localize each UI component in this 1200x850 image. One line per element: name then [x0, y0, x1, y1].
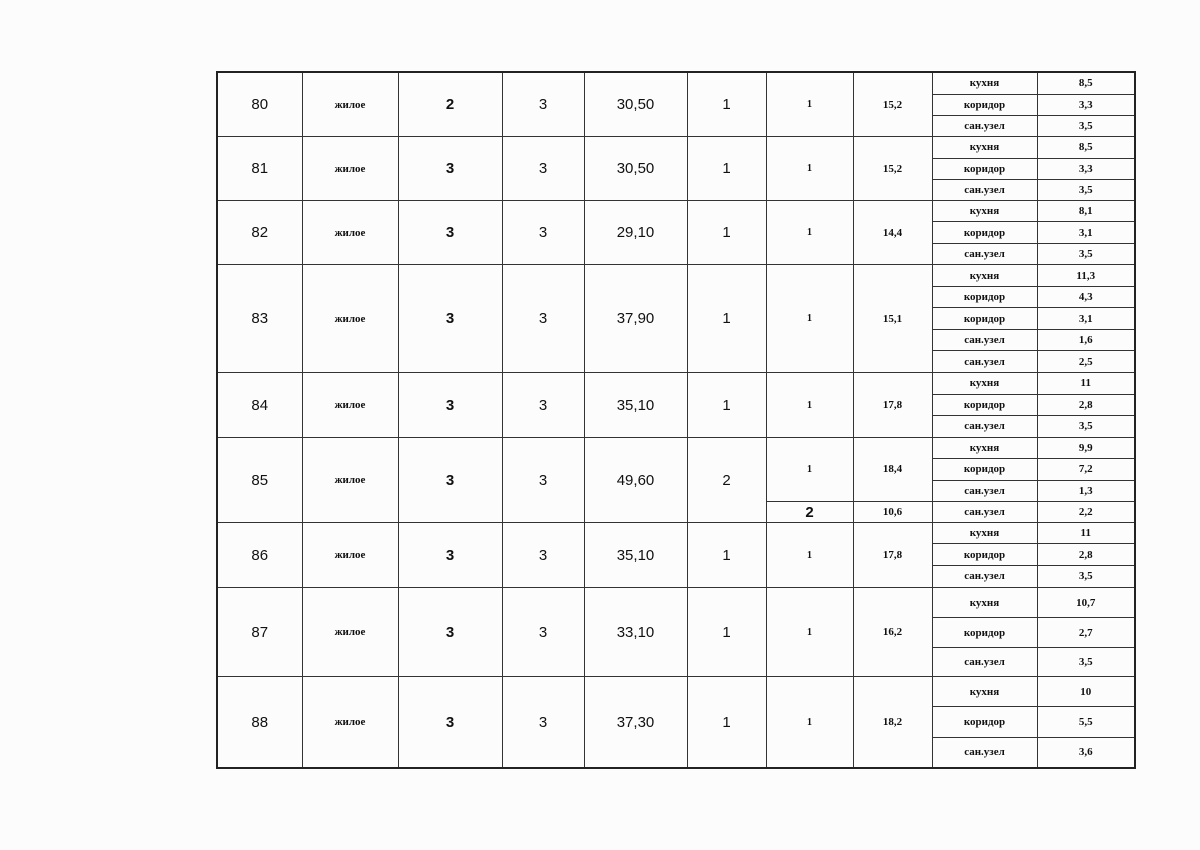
auxiliary-room-area: 5,5	[1037, 707, 1135, 737]
table-row	[217, 137, 1135, 158]
auxiliary-room-area: 3,1	[1037, 308, 1135, 329]
auxiliary-room-name: сан.узел	[932, 329, 1037, 350]
apartment-number: 83	[217, 264, 302, 372]
auxiliary-room-area: 4,3	[1037, 287, 1135, 308]
total-area: 35,10	[584, 373, 687, 438]
auxiliary-room-area: 1,6	[1037, 329, 1135, 350]
room-count: 1	[687, 373, 766, 438]
auxiliary-room-area: 2,5	[1037, 350, 1135, 372]
auxiliary-room-area: 3,5	[1037, 179, 1135, 200]
room-number: 2	[766, 501, 853, 522]
auxiliary-room-name: коридор	[932, 394, 1037, 415]
auxiliary-room-area: 8,1	[1037, 201, 1135, 222]
total-area: 37,90	[584, 264, 687, 372]
auxiliary-room-name: сан.узел	[932, 116, 1037, 137]
living-area: 18,4	[853, 438, 932, 502]
room-count: 1	[687, 264, 766, 372]
column-four-value: 3	[502, 373, 584, 438]
room-number: 1	[766, 438, 853, 502]
apartment-number: 87	[217, 587, 302, 676]
column-four-value: 3	[502, 438, 584, 523]
auxiliary-room-name: сан.узел	[932, 480, 1037, 501]
column-four-value: 3	[502, 264, 584, 372]
auxiliary-room-name: кухня	[932, 438, 1037, 459]
floor-number: 3	[398, 438, 502, 523]
auxiliary-room-area: 1,3	[1037, 480, 1135, 501]
table-row	[217, 201, 1135, 222]
auxiliary-room-name: кухня	[932, 72, 1037, 94]
column-four-value: 3	[502, 137, 584, 201]
auxiliary-room-area: 3,3	[1037, 94, 1135, 115]
column-four-value: 3	[502, 523, 584, 588]
auxiliary-room-area: 11	[1037, 523, 1135, 544]
auxiliary-room-area: 8,5	[1037, 72, 1135, 94]
table-row	[217, 523, 1135, 544]
apartment-type: жилое	[302, 137, 398, 201]
column-four-value: 3	[502, 72, 584, 137]
auxiliary-room-name: сан.узел	[932, 501, 1037, 522]
room-count: 1	[687, 523, 766, 588]
auxiliary-room-name: коридор	[932, 158, 1037, 179]
auxiliary-room-name: коридор	[932, 544, 1037, 565]
apartment-type: жилое	[302, 264, 398, 372]
table-row	[217, 72, 1135, 94]
room-count: 1	[687, 587, 766, 676]
column-four-value: 3	[502, 677, 584, 768]
auxiliary-room-area: 3,6	[1037, 737, 1135, 768]
auxiliary-room-area: 2,8	[1037, 394, 1135, 415]
room-number: 1	[766, 264, 853, 372]
room-number: 1	[766, 137, 853, 201]
auxiliary-room-area: 3,5	[1037, 415, 1135, 437]
table-row	[217, 373, 1135, 394]
living-area: 17,8	[853, 523, 932, 588]
auxiliary-room-area: 3,3	[1037, 158, 1135, 179]
auxiliary-room-area: 2,7	[1037, 618, 1135, 647]
total-area: 29,10	[584, 201, 687, 265]
table-row	[217, 438, 1135, 459]
auxiliary-room-name: сан.узел	[932, 415, 1037, 437]
room-number: 1	[766, 201, 853, 265]
apartment-type: жилое	[302, 587, 398, 676]
total-area: 30,50	[584, 137, 687, 201]
floor-number: 3	[398, 677, 502, 768]
auxiliary-room-area: 2,2	[1037, 501, 1135, 522]
apartment-table-body	[217, 72, 1135, 768]
apartment-type: жилое	[302, 438, 398, 523]
auxiliary-room-name: сан.узел	[932, 647, 1037, 676]
total-area: 30,50	[584, 72, 687, 137]
auxiliary-room-name: кухня	[932, 587, 1037, 617]
apartment-number: 81	[217, 137, 302, 201]
total-area: 33,10	[584, 587, 687, 676]
room-number: 1	[766, 373, 853, 438]
room-count: 1	[687, 137, 766, 201]
auxiliary-room-area: 10,7	[1037, 587, 1135, 617]
floor-number: 3	[398, 523, 502, 588]
auxiliary-room-area: 3,5	[1037, 116, 1135, 137]
table-row	[217, 587, 1135, 617]
auxiliary-room-area: 11	[1037, 373, 1135, 394]
floor-number: 3	[398, 373, 502, 438]
floor-number: 3	[398, 137, 502, 201]
living-area: 17,8	[853, 373, 932, 438]
table-row	[217, 677, 1135, 707]
auxiliary-room-area: 3,5	[1037, 243, 1135, 264]
apartment-type: жилое	[302, 677, 398, 768]
room-count: 2	[687, 438, 766, 523]
room-count: 1	[687, 677, 766, 768]
auxiliary-room-name: коридор	[932, 707, 1037, 737]
living-area: 10,6	[853, 501, 932, 522]
total-area: 35,10	[584, 523, 687, 588]
auxiliary-room-name: сан.узел	[932, 350, 1037, 372]
auxiliary-room-area: 2,8	[1037, 544, 1135, 565]
auxiliary-room-name: коридор	[932, 459, 1037, 480]
auxiliary-room-area: 3,5	[1037, 647, 1135, 676]
room-number: 1	[766, 587, 853, 676]
auxiliary-room-name: кухня	[932, 201, 1037, 222]
auxiliary-room-name: коридор	[932, 94, 1037, 115]
total-area: 37,30	[584, 677, 687, 768]
auxiliary-room-name: кухня	[932, 137, 1037, 158]
living-area: 18,2	[853, 677, 932, 768]
auxiliary-room-name: сан.узел	[932, 243, 1037, 264]
room-number: 1	[766, 677, 853, 768]
apartment-number: 84	[217, 373, 302, 438]
room-number: 1	[766, 72, 853, 137]
auxiliary-room-name: коридор	[932, 287, 1037, 308]
auxiliary-room-name: сан.узел	[932, 737, 1037, 768]
apartment-type: жилое	[302, 201, 398, 265]
auxiliary-room-name: кухня	[932, 373, 1037, 394]
floor-number: 3	[398, 587, 502, 676]
auxiliary-room-area: 3,1	[1037, 222, 1135, 243]
living-area: 15,2	[853, 72, 932, 137]
living-area: 16,2	[853, 587, 932, 676]
living-area: 15,1	[853, 264, 932, 372]
room-count: 1	[687, 72, 766, 137]
auxiliary-room-name: кухня	[932, 677, 1037, 707]
auxiliary-room-area: 10	[1037, 677, 1135, 707]
auxiliary-room-name: коридор	[932, 618, 1037, 647]
apartment-type: жилое	[302, 523, 398, 588]
auxiliary-room-area: 11,3	[1037, 264, 1135, 286]
auxiliary-room-name: кухня	[932, 264, 1037, 286]
table-row	[217, 264, 1135, 286]
auxiliary-room-area: 3,5	[1037, 565, 1135, 587]
living-area: 14,4	[853, 201, 932, 265]
auxiliary-room-name: коридор	[932, 308, 1037, 329]
room-count: 1	[687, 201, 766, 265]
apartment-number: 86	[217, 523, 302, 588]
column-four-value: 3	[502, 587, 584, 676]
column-four-value: 3	[502, 201, 584, 265]
floor-number: 3	[398, 264, 502, 372]
floor-number: 2	[398, 72, 502, 137]
apartment-number: 88	[217, 677, 302, 768]
living-area: 15,2	[853, 137, 932, 201]
apartment-number: 80	[217, 72, 302, 137]
apartment-type: жилое	[302, 72, 398, 137]
auxiliary-room-area: 7,2	[1037, 459, 1135, 480]
apartment-number: 82	[217, 201, 302, 265]
auxiliary-room-area: 9,9	[1037, 438, 1135, 459]
auxiliary-room-name: кухня	[932, 523, 1037, 544]
total-area: 49,60	[584, 438, 687, 523]
room-number: 1	[766, 523, 853, 588]
auxiliary-room-name: коридор	[932, 222, 1037, 243]
auxiliary-room-area: 8,5	[1037, 137, 1135, 158]
floor-number: 3	[398, 201, 502, 265]
apartment-number: 85	[217, 438, 302, 523]
apartment-type: жилое	[302, 373, 398, 438]
auxiliary-room-name: сан.узел	[932, 565, 1037, 587]
auxiliary-room-name: сан.узел	[932, 179, 1037, 200]
apartment-table	[216, 71, 1136, 769]
